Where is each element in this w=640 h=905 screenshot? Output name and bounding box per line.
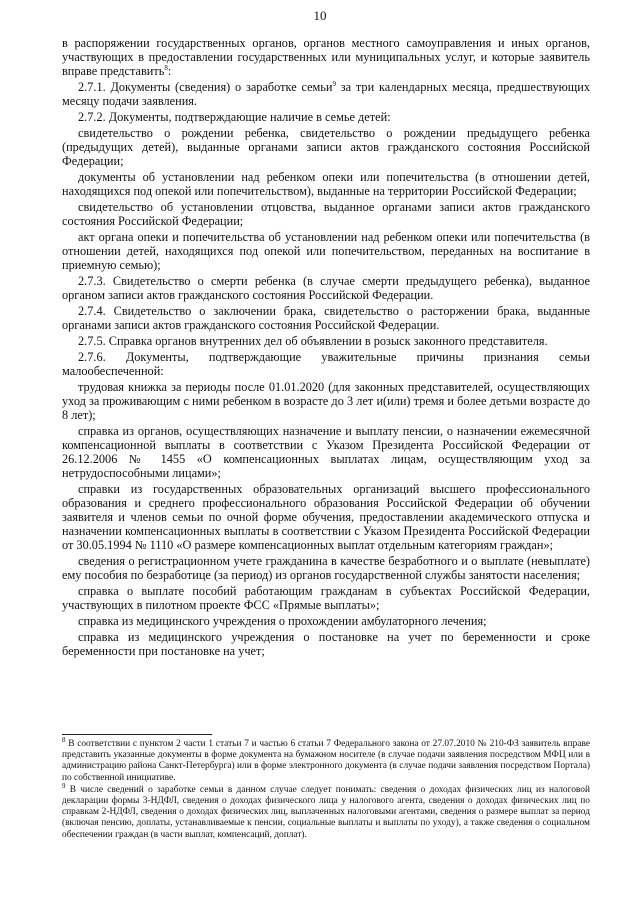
paragraph: справка из медицинского учреждения о прохождении амбулаторного лечения; — [78, 614, 487, 628]
footnote: $^8$ В соответствии с пунктом 2 части 1 статьи 7 и частью 6 статьи 7 Федерального закона от 27.07.2010 № 210-ФЗ заявитель вправе представить указанные документы в форме документа на бумажном носителе (в случае подачи заявления посредством МФЦ или в администрацию района Санкт-Петербурга) или в форме электронного документа (в случае подачи заявления посредством Портала) по собственной инициативе. — [62, 735, 590, 783]
paragraph: 2.7.4. Свидетельство о заключении брака, свидетельство о расторжении брака, выданные органами записи актов гражданского состояния Российской Федерации. — [62, 304, 590, 332]
paragraph: 2.7.3. Свидетельство о смерти ребенка (в случае смерти предыдущего ребенка), выданное органом записи актов гражданского состояния Российской Федерации. — [62, 274, 590, 302]
paragraph: справки из государственных образовательных организаций высшего профессионального образования и среднего профессионального образования Российской Федерации об обучении заявителя и членов семьи по очной форме обучения, предоставлении академического отпуска и назначении компенсационных выплаты в соответствии с Указом Президента Российской Федерации от 30.05.1994 № 1110 «О размере компенсационных выплат отдельным категориям граждан»; — [62, 482, 590, 552]
paragraph: справка из органов, осуществляющих назначение и выплату пенсии, о назначении ежемесячной компенсационной выплаты в соответствии с Указом Президента Российской Федерации от 26.12.2006 № 1455 «О компенсационных выплатах лицам, осуществляющим уход за нетрудоспособными лицами»; — [62, 424, 590, 480]
paragraph: документы об установлении над ребенком опеки или попечительства (в отношении детей, находящихся под опекой или попечительством), выданные на территории Российской Федерации; — [62, 170, 590, 198]
paragraph: справка о выплате пособий работающим гражданам в субъектах Российской Федерации, участвующих в пилотном проекте ФСС «Прямые выплаты»; — [62, 584, 590, 612]
footnote-ref: 9 — [332, 79, 336, 88]
footnote-ref: 8 — [164, 63, 168, 72]
paragraph: трудовая книжка за периоды после 01.01.2020 (для законных представителей, осуществляющих уход за проживающим с ними ребенком в возрасте до 3 лет и(или) тремя и более детьми возрасте до 8 лет); — [62, 380, 590, 422]
footnotes — [62, 735, 590, 842]
footnote-mark: 8 — [62, 735, 66, 744]
footnote-mark: 9 — [62, 781, 66, 790]
paragraph: справка из медицинского учреждения о постановке на учет по беременности и сроке беременности при постановке на учет; — [62, 630, 590, 658]
paragraph: свидетельство об установлении отцовства, выданное органами записи актов гражданского состояния Российской Федерации; — [62, 200, 590, 228]
paragraph: сведения о регистрационном учете гражданина в качестве безработного и о выплате (невыплате) ему пособия по безработице (за период) из органов государственной службы занятости населения; — [62, 554, 590, 582]
paragraph: 2.7.2. Документы, подтверждающие наличие в семье детей: — [78, 110, 391, 124]
paragraph: 2.7.1. Документы (сведения) о заработке семьи$^9$ за три календарных месяца, предшествующих месяцу подачи заявления. — [62, 79, 590, 108]
paragraph: 2.7.5. Справка органов внутренних дел об объявлении в розыск законного представителя. — [78, 334, 548, 348]
paragraph: 2.7.6. Документы, подтверждающие уважительные причины признания семьи малообеспеченной: — [62, 350, 590, 378]
paragraph: свидетельство о рождении ребенка, свидетельство о рождении предыдущего ребенка (предыдущих детей), выданные органами записи актов гражданского состояния Российской Федерации; — [62, 126, 590, 168]
paragraph: акт органа опеки и попечительства об установлении над ребенком опеки или попечительства (в отношении детей, находящихся под опекой или попечительством, переданных на воспитание в приемную семью); — [62, 230, 590, 272]
paragraph: в распоряжении государственных органов, органов местного самоуправления и иных органов, участвующих в предоставлении государственных или муниципальных услуг, и которые заявитель вправе представить$^8$: — [62, 36, 590, 78]
footnote-separator — [62, 734, 212, 735]
document-body — [62, 36, 590, 660]
page-number: 10 — [313, 8, 327, 23]
footnote: $^9$ В числе сведений о заработке семьи в данном случае следует понимать: сведения о доходах физических лиц из налоговой декларации формы 3-НДФЛ, сведения о доходах физического лица у налогового агента, сведения о доходах физических лиц по справкам 2-НДФЛ, сведения о доходах физических лиц, выплаченных налоговыми агентами, сведения о размере выплат за период (включая пенсию, доплаты, устанавливаемые к пенсии, социальные выплаты и выплаты по уходу), а также сведения о социальном обеспечении граждан (в части выплат, компенсаций, доплат). — [62, 781, 590, 840]
